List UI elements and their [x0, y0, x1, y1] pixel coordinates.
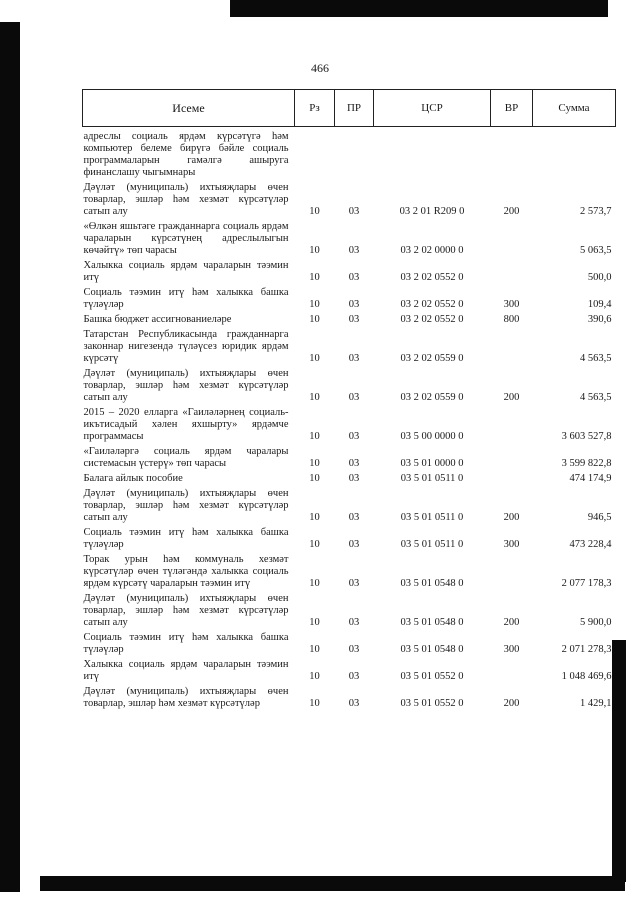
row-vr [491, 443, 533, 470]
row-csr [374, 127, 491, 180]
page-number: 466 [311, 61, 329, 75]
row-name: «Гаиләләргә социаль ярдәм чаралары системасын үстерү» төп чарасы [83, 446, 289, 469]
row-sum: 473 228,4 [569, 539, 612, 550]
row-name: Халыкка социаль ярдәм чараларын тәэмин итү [83, 260, 289, 283]
row-vr: 300 [503, 644, 520, 655]
table-row [83, 590, 616, 629]
row-csr: 03 5 01 0511 0 [400, 539, 464, 550]
row-name: 2015 – 2020 елларга «Гаиләләрнең социаль-икътисадый хәлен яхшырту» ярдәмче программасы [83, 407, 289, 442]
row-csr: 03 5 01 0552 0 [400, 698, 464, 709]
table-row [83, 326, 616, 365]
row-name: «Өлкән яшьтәге гражданнарга социаль ярдәм чараларын күрсәтүнең адреслылыгын көчәйтү» төп чарасы [83, 221, 289, 256]
header-name: Исеме [83, 90, 295, 127]
row-pr: 03 [348, 698, 360, 709]
row-sum: 2 077 178,3 [561, 578, 612, 589]
row-rz: 10 [309, 314, 320, 325]
row-vr [491, 257, 533, 284]
table-row [83, 365, 616, 404]
row-csr: 03 5 01 0511 0 [400, 512, 464, 523]
row-rz: 10 [309, 578, 320, 589]
row-csr: 03 2 02 0000 0 [400, 245, 464, 256]
row-sum: 1 429,1 [580, 698, 612, 709]
row-vr: 200 [503, 392, 520, 403]
row-pr: 03 [348, 431, 360, 442]
row-rz: 10 [309, 617, 320, 628]
row-sum: 2 573,7 [580, 206, 612, 217]
table-row [83, 311, 616, 326]
row-csr: 03 2 01 R209 0 [399, 206, 465, 217]
row-name: Башка бюджет ассигнованиеләре [83, 314, 232, 325]
row-sum: 946,5 [587, 512, 612, 523]
table-row [83, 551, 616, 590]
row-pr: 03 [348, 206, 360, 217]
row-name: Социаль тәэмин итү һәм халыкка башка түләүләр [83, 527, 289, 550]
row-sum: 1 048 469,6 [561, 671, 612, 682]
table-row [83, 179, 616, 218]
table-row [83, 127, 616, 180]
row-pr: 03 [348, 392, 360, 403]
row-pr: 03 [348, 644, 360, 655]
header-vr: ВР [491, 90, 533, 127]
row-rz: 10 [309, 245, 320, 256]
row-csr: 03 5 01 0548 0 [400, 644, 464, 655]
row-sum: 3 599 822,8 [561, 458, 612, 469]
table-row [83, 656, 616, 683]
row-rz: 10 [309, 392, 320, 403]
table-row [83, 257, 616, 284]
table-row [83, 218, 616, 257]
header-csr: ЦСР [374, 90, 491, 127]
row-pr: 03 [348, 458, 360, 469]
row-name: адреслы социаль ярдәм күрсәтүгә һәм компьютер белеме бирүгә бәйле социаль программаларын гамәлгә ашыруга финанслашу чыгымнары [83, 131, 289, 178]
row-name: Дәүләт (муниципаль) ихтыяҗлары өчен товарлар, эшләр һәм хезмәт күрсәтүләр сатып алу [83, 368, 289, 403]
budget-table [82, 89, 615, 710]
row-vr [491, 218, 533, 257]
row-sum: 474 174,9 [569, 473, 612, 484]
table-row [83, 524, 616, 551]
header-rz: Рз [295, 90, 335, 127]
scan-edge-bottom [40, 876, 625, 891]
row-pr: 03 [348, 539, 360, 550]
row-pr: 03 [348, 617, 360, 628]
row-rz: 10 [309, 473, 320, 484]
row-pr: 03 [348, 671, 360, 682]
scan-edge-left [0, 22, 20, 892]
row-name: Социаль тәэмин итү һәм халыкка башка түләүләр [83, 632, 289, 655]
row-rz [295, 127, 335, 180]
row-csr: 03 5 01 0548 0 [400, 617, 464, 628]
row-pr: 03 [348, 353, 360, 364]
row-pr: 03 [348, 299, 360, 310]
table-row [83, 443, 616, 470]
row-vr [491, 656, 533, 683]
row-rz: 10 [309, 458, 320, 469]
row-pr: 03 [348, 512, 360, 523]
row-pr: 03 [348, 245, 360, 256]
row-sum: 5 063,5 [580, 245, 612, 256]
row-name: Дәүләт (муниципаль) ихтыяҗлары өчен товарлар, эшләр һәм хезмәт күрсәтүләр сатып алу [83, 182, 289, 217]
row-sum [533, 127, 616, 180]
row-name: Торак урын һәм коммуналь хезмәт күрсәтүләр өчен түләгәндә халыкка социаль ярдәм күрсәтү чараларын тәэмин итү [83, 554, 289, 589]
row-pr: 03 [348, 272, 360, 283]
row-csr: 03 5 01 0511 0 [400, 473, 464, 484]
row-vr: 800 [503, 314, 520, 325]
row-csr: 03 5 01 0548 0 [400, 578, 464, 589]
row-name: Балага айлык пособие [83, 473, 183, 484]
row-sum: 109,4 [587, 299, 612, 310]
row-vr: 200 [503, 206, 520, 217]
row-rz: 10 [309, 299, 320, 310]
row-csr: 03 2 02 0552 0 [400, 299, 464, 310]
table-row [83, 284, 616, 311]
row-sum: 4 563,5 [580, 353, 612, 364]
row-csr: 03 5 01 0000 0 [400, 458, 464, 469]
row-name: Халыкка социаль ярдәм чараларын тәэмин итү [83, 659, 289, 682]
header-sum: Сумма [533, 90, 616, 127]
row-name: Дәүләт (муниципаль) ихтыяҗлары өчен товарлар, эшләр һәм хезмәт күрсәтүләр [83, 686, 289, 709]
row-vr [491, 127, 533, 180]
scan-edge-top [230, 0, 608, 17]
row-pr: 03 [348, 473, 360, 484]
row-name: Татарстан Республикасында гражданнарга законнар нигезендә түләүсез юридик ярдәм күрсәтү [83, 329, 289, 364]
row-vr: 300 [503, 539, 520, 550]
row-rz: 10 [309, 539, 320, 550]
header-pr: ПР [335, 90, 374, 127]
row-sum: 4 563,5 [580, 392, 612, 403]
row-vr [491, 470, 533, 485]
row-vr [491, 404, 533, 443]
row-rz: 10 [309, 512, 320, 523]
table-header-row [83, 90, 616, 127]
row-rz: 10 [309, 698, 320, 709]
table-row [83, 629, 616, 656]
table-row [83, 404, 616, 443]
row-vr: 200 [503, 512, 520, 523]
row-name: Дәүләт (муниципаль) ихтыяҗлары өчен товарлар, эшләр һәм хезмәт күрсәтүләр сатып алу [83, 488, 289, 523]
row-csr: 03 5 00 0000 0 [400, 431, 464, 442]
table-row [83, 683, 616, 710]
row-csr: 03 2 02 0552 0 [400, 272, 464, 283]
row-sum: 390,6 [587, 314, 612, 325]
row-pr: 03 [348, 578, 360, 589]
row-csr: 03 5 01 0552 0 [400, 671, 464, 682]
row-rz: 10 [309, 671, 320, 682]
row-vr: 200 [503, 698, 520, 709]
row-rz: 10 [309, 644, 320, 655]
row-vr: 300 [503, 299, 520, 310]
table-row [83, 485, 616, 524]
row-vr: 200 [503, 617, 520, 628]
row-rz: 10 [309, 431, 320, 442]
table-row [83, 470, 616, 485]
row-sum: 2 071 278,3 [561, 644, 612, 655]
row-name: Социаль тәэмин итү һәм халыкка башка түләүләр [83, 287, 289, 310]
row-rz: 10 [309, 206, 320, 217]
row-sum: 5 900,0 [580, 617, 612, 628]
row-csr: 03 2 02 0559 0 [400, 392, 464, 403]
row-pr [335, 127, 374, 180]
row-rz: 10 [309, 353, 320, 364]
row-csr: 03 2 02 0559 0 [400, 353, 464, 364]
row-name: Дәүләт (муниципаль) ихтыяҗлары өчен товарлар, эшләр һәм хезмәт күрсәтүләр сатып алу [83, 593, 289, 628]
row-sum: 3 603 527,8 [561, 431, 612, 442]
row-rz: 10 [309, 272, 320, 283]
row-csr: 03 2 02 0552 0 [400, 314, 464, 325]
row-vr [491, 326, 533, 365]
table-body [83, 127, 616, 711]
row-sum: 500,0 [587, 272, 612, 283]
row-vr [491, 551, 533, 590]
row-pr: 03 [348, 314, 360, 325]
